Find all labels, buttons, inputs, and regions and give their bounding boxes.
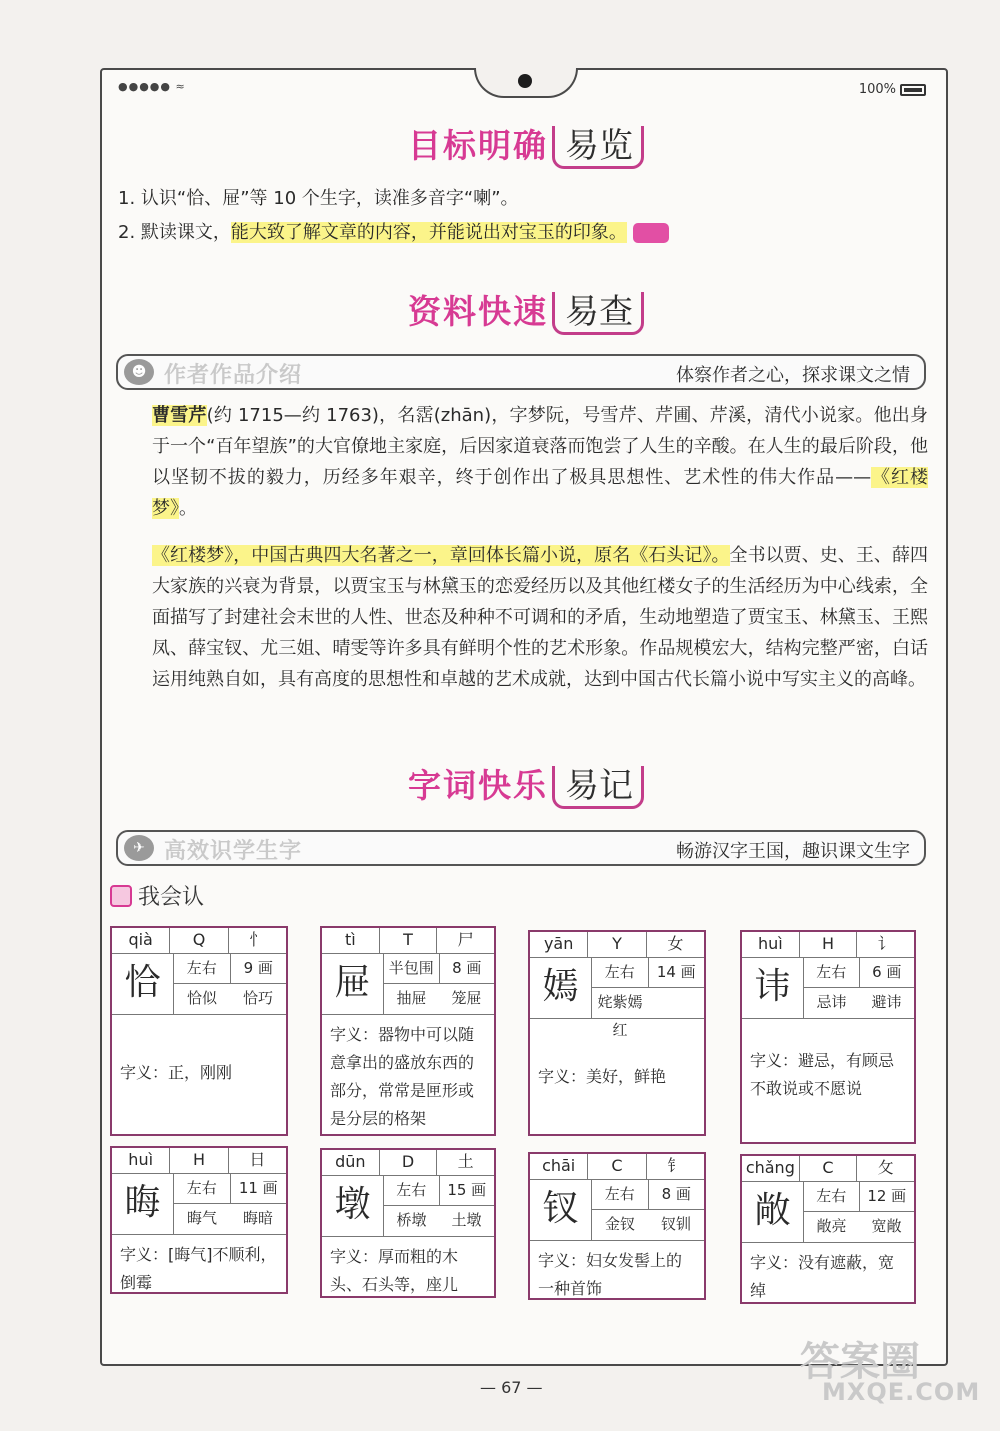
subheading: 我会认: [110, 880, 204, 911]
rocket-icon: ✈: [124, 835, 154, 861]
tag-badge: [633, 223, 669, 243]
char-card: yān Y 女 嫣 左右 14 画 姹紫嫣红 字义：美好，鲜艳: [528, 930, 706, 1136]
author-paragraph: 曹雪芹(约 1715—约 1763)，名霑(zhān)，字梦阮，号雪芹、芹圃、芹溪，清代小说家。他出身于一个“百年望族”的大官僚地主家庭，后因家道衰落而饱尝了人生的辛酸。在人生的最后阶段，他以坚韧不拔的毅力，历经多年艰辛，终于创作出了极具思想性、艺术性的伟大作品——《红楼梦》。: [152, 405, 929, 519]
section-title-words: 字词快乐 易记: [102, 758, 950, 807]
goal-2: 2. 默读课文，能大致了解文章的内容，并能说出对宝玉的印象。: [118, 218, 669, 244]
battery-level: 100%: [858, 82, 896, 97]
char-card: chāi C 钅 钗 左右 8 画 金钗 钗钏 字义：妇女发髻上的一种首饰: [528, 1152, 706, 1300]
new-words-bar: [116, 830, 926, 866]
bar-motto: 畅游汉字王国，趣识课文生字: [676, 841, 910, 862]
camera-icon: [518, 74, 532, 88]
signal-icon: ●●●●● ≈: [118, 80, 186, 93]
watermark-logo: 答案圈: [800, 1339, 920, 1385]
author-intro-bar: [116, 354, 926, 390]
goal-1: 1. 认识“恰、屉”等 10 个生字，读准多音字“喇”。: [118, 188, 519, 209]
person-icon: ☻: [124, 359, 154, 385]
char: 屉: [322, 954, 384, 1014]
camera-notch: [474, 68, 578, 98]
book-paragraph: 《红楼梦》，中国古典四大名著之一，章回体长篇小说，原名《石头记》。全书以贾、史、王、薛四大家族的兴衰为背景，以贾宝玉与林黛玉的恋爱经历以及其他红楼女子的生活经历为中心线索，全面描写了封建社会末世的人性、世态及种种不可调和的矛盾，生动地塑造了贾宝玉、林黛玉、王熙凤、薛宝钗、尤三姐、晴雯等许多具有鲜明个性的艺术形象。作品规模宏大，结构完整严密，白话运用纯熟自如，具有高度的思想性和卓越的艺术成就，达到中国古代长篇小说中写实主义的高峰。: [152, 545, 928, 690]
page-number: — 67 —: [480, 1378, 543, 1397]
bar-label: 高效识学生字: [164, 839, 303, 864]
char: 墩: [322, 1176, 384, 1236]
char: 嫣: [530, 958, 592, 1018]
char-card: huì H 日 晦 左右 11 画 晦气 晦暗 字义：[晦气]不顺利，倒霉: [110, 1146, 288, 1294]
char: 晦: [112, 1174, 174, 1234]
bar-motto: 体察作者之心，探求课文之情: [676, 365, 910, 386]
char-card: huì H 讠 讳 左右 6 画 忌讳 避讳 字义：避忌，有顾忌不敢说或不愿说: [740, 930, 916, 1144]
char-card: dūn D 土 墩 左右 15 画 桥墩 土墩 字义：厚而粗的木头、石头等，座儿: [320, 1148, 496, 1298]
char: 讳: [742, 958, 804, 1018]
tablet-frame: [100, 68, 948, 1366]
char: 恰: [112, 954, 174, 1014]
char: 敞: [742, 1182, 804, 1242]
section-title-goals: 目标明确 易览: [102, 118, 950, 167]
battery-icon: [900, 84, 926, 96]
char-card: chǎng C 攵 敞 左右 12 画 敞亮 宽敞 字义：没有遮蔽，宽绰: [740, 1154, 916, 1304]
watermark-url: MXQE.COM: [822, 1378, 981, 1406]
section-title-info: 资料快速 易查: [102, 284, 950, 333]
char-card: qià Q 忄 恰 左右 9 画 恰似 恰巧 字义：正，刚刚: [110, 926, 288, 1136]
bar-label: 作者作品介绍: [164, 363, 303, 388]
char-card: tì T 尸 屉 半包围 8 画 抽屉 笼屉 字义：器物中可以随意拿出的盛放东西的部分，常常是匣形或是分层的格架: [320, 926, 496, 1136]
char: 钗: [530, 1180, 592, 1240]
dice-icon: [110, 885, 132, 907]
